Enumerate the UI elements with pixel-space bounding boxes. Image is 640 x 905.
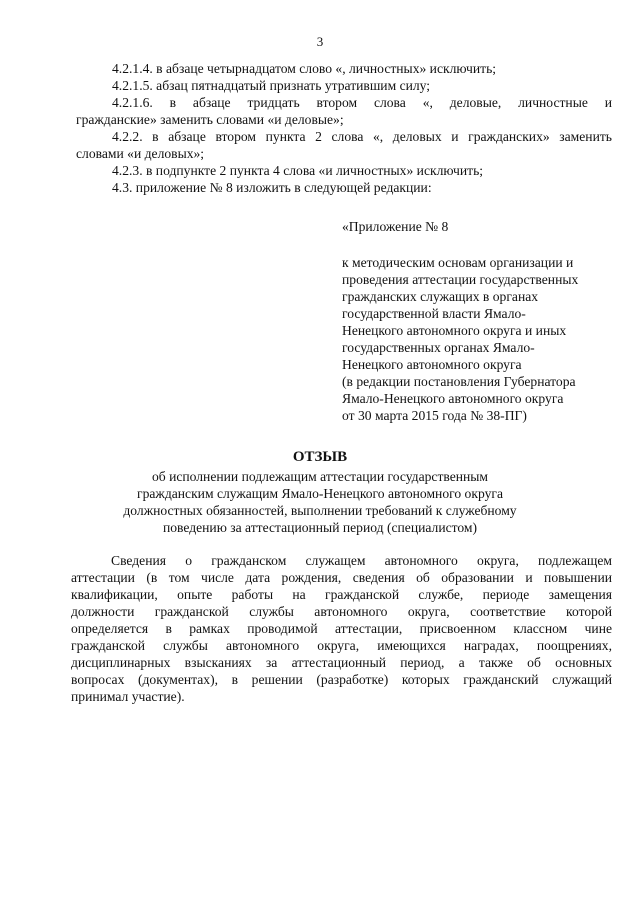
item-4-2-3 [112,162,612,179]
subtitle-line: гражданским служащим Ямало-Ненецкого автономного округа [137,486,503,501]
appendix-line: государственных органах Ямало- [342,340,535,355]
appendix-line: Ямало-Ненецкого автономного округа [342,391,564,406]
item-line: 4.2.2. в абзаце втором пункта 2 слова «, деловых и гражданских» заменить [112,129,612,144]
item-text: 4.2.1.5. абзац пятнадцатый признать утратившим силу; [112,78,431,93]
appendix-line: (в редакции постановления Губернатора [342,374,576,389]
subtitle-line: об исполнении подлежащим аттестации государственным [151,469,489,484]
body-line: гражданской службы автономного округа, имеющихся наградах, поощрениях, [71,638,612,653]
item-line: словами «и деловых»; [76,146,205,161]
subtitle-line: должностных обязанностей, выполнении требований к служебному [123,503,517,518]
item-4-2-1-5 [112,77,612,94]
body-line: квалификации, опыте работы на гражданской службе, периоде замещения [71,587,612,602]
item-text: 4.2.1.4. в абзаце четырнадцатом слово «, личностных» исключить; [112,61,497,76]
item-text: 4.3. приложение № 8 изложить в следующей редакции: [112,180,432,195]
body-line: принимал участие). [71,689,185,704]
subtitle-line: поведению за аттестационный период (специалистом) [162,520,478,535]
item-text: 4.2.3. в подпункте 2 пункта 4 слова «и личностных» исключить; [112,163,484,178]
appendix-line: к методическим основам организации и [342,255,574,270]
body-line: определяется в рамках проводимой аттестации, присвоенном классном чине [71,621,612,636]
body-line: аттестации (в том числе дата рождения, сведения об образовании и повышении [71,570,612,585]
item-4-2-2 [76,128,612,162]
body-paragraph [71,552,612,705]
item-line: 4.2.1.6. в абзаце тридцать втором слова «, деловые, личностные и [112,95,612,110]
body-line: должности гражданской службы автономного округа, соответствие которой [71,604,612,619]
body-line: дисциплинарных взысканиях за аттестационный период, а также об основных [71,655,612,670]
document-subtitle [0,468,640,536]
appendix-line: от 30 марта 2015 года № 38-ПГ) [342,408,527,423]
appendix-line: Ненецкого автономного округа [342,357,522,372]
appendix-heading: «Приложение № 8 [342,219,449,234]
item-4-2-1-4 [112,60,612,77]
item-4-2-1-6 [76,94,612,128]
appendix-block [342,218,612,424]
appendix-line: гражданских служащих в органах [342,289,539,304]
body-line: вопросах (документах), в решении (разработке) которых гражданский служащий [71,672,612,687]
item-4-3 [112,179,612,196]
document-title: ОТЗЫВ [292,449,348,465]
body-line: Сведения о гражданском служащем автономного округа, подлежащем [111,553,612,568]
page-number: 3 [316,34,324,49]
item-line: гражданские» заменить словами «и деловые»; [76,112,344,127]
appendix-line: государственной власти Ямало- [342,306,526,321]
appendix-line: проведения аттестации государственных [342,272,579,287]
appendix-line: Ненецкого автономного округа и иных [342,323,567,338]
